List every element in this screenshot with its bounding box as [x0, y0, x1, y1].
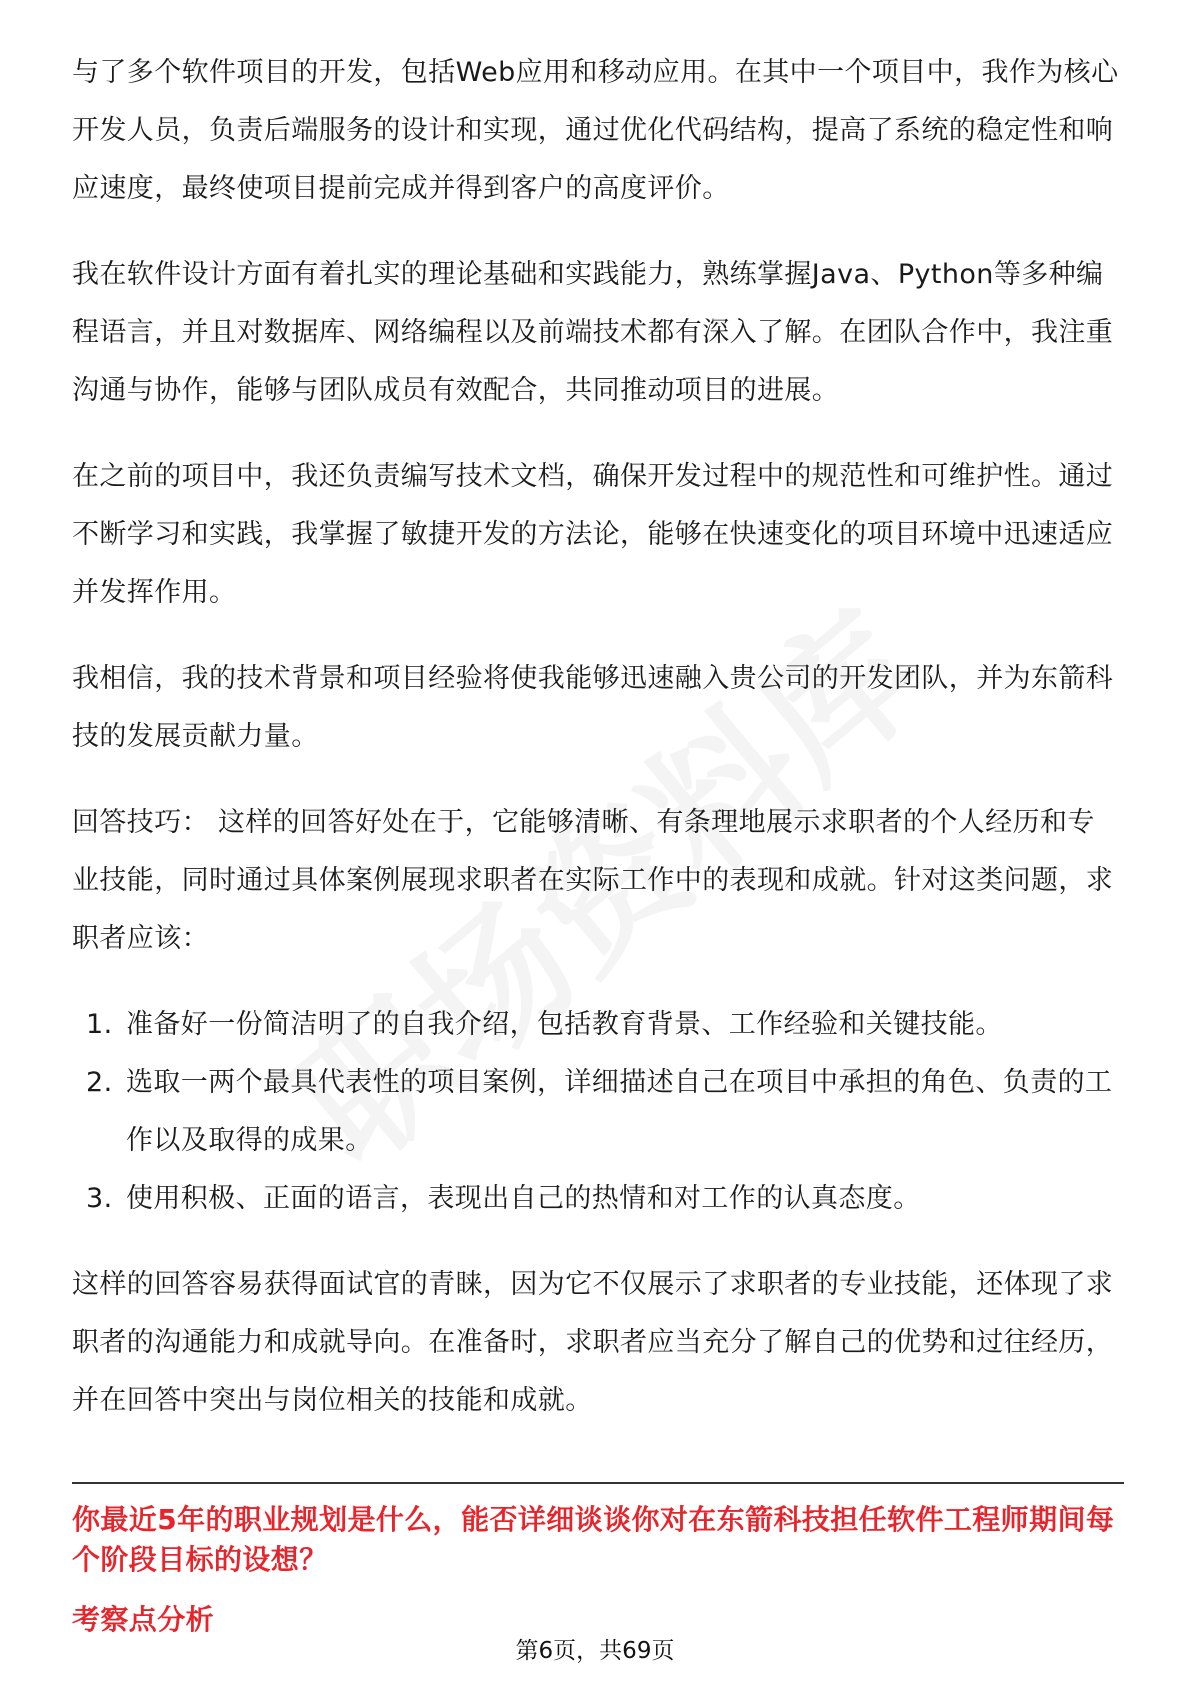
- page-content: [72, 44, 1122, 1458]
- section-title: 考察点分析: [72, 1603, 215, 1636]
- paragraph-answer-tips: 回答技巧： 这样的回答好处在于，它能够清晰、有条理地展示求职者的个人经历和专业技能，同时通过具体案例展现求职者在实际工作中的表现和成就。针对这类问题，求职者应该：: [72, 807, 1114, 954]
- list-number: 1.: [86, 1009, 113, 1040]
- paragraph-closing: 这样的回答容易获得面试官的青睐，因为它不仅展示了求职者的专业技能，还体现了求职者的沟通能力和成就导向。在准备时，求职者应当充分了解自己的优势和过往经历，并在回答中突出与岗位相关的技能和成就。: [72, 1269, 1114, 1416]
- question-heading: 你最近5年的职业规划是什么，能否详细谈谈你对在东箭科技担任软件工程师期间每个阶段目标的设想？: [72, 1503, 1115, 1576]
- list-item: [72, 1054, 1122, 1170]
- list-item-text: 准备好一份简洁明了的自我介绍，包括教育背景、工作经验和关键技能。: [126, 1009, 1003, 1040]
- paragraph-skills: 我在软件设计方面有着扎实的理论基础和实践能力，熟练掌握Java、Python等多种编程语言，并且对数据库、网络编程以及前端技术都有深入了解。在团队合作中，我注重沟通与协作，能够与团队成员有效配合，共同推动项目的进展。: [72, 259, 1114, 406]
- list-item: [72, 996, 1122, 1054]
- list-item-text: 选取一两个最具代表性的项目案例，详细描述自己在项目中承担的角色、负责的工作以及取得的成果。: [126, 1067, 1113, 1156]
- section-divider: [72, 1482, 1124, 1484]
- list-item-text: 使用积极、正面的语言，表现出自己的热情和对工作的认真态度。: [126, 1183, 921, 1214]
- tips-list: [72, 996, 1122, 1228]
- list-number: 3.: [86, 1183, 113, 1214]
- list-number: 2.: [86, 1067, 113, 1098]
- paragraph-conclusion: 我相信，我的技术背景和项目经验将使我能够迅速融入贵公司的开发团队，并为东箭科技的发展贡献力量。: [72, 663, 1114, 752]
- page-footer: 第6页，共69页: [515, 1638, 675, 1664]
- paragraph-documentation: 在之前的项目中，我还负责编写技术文档，确保开发过程中的规范性和可维护性。通过不断学习和实践，我掌握了敏捷开发的方法论，能够在快速变化的项目环境中迅速适应并发挥作用。: [72, 461, 1114, 608]
- list-item: [72, 1170, 1122, 1228]
- paragraph-project-experience: 与了多个软件项目的开发，包括Web应用和移动应用。在其中一个项目中，我作为核心开发人员，负责后端服务的设计和实现，通过优化代码结构，提高了系统的稳定性和响应速度，最终使项目提前完成并得到客户的高度评价。: [72, 57, 1119, 204]
